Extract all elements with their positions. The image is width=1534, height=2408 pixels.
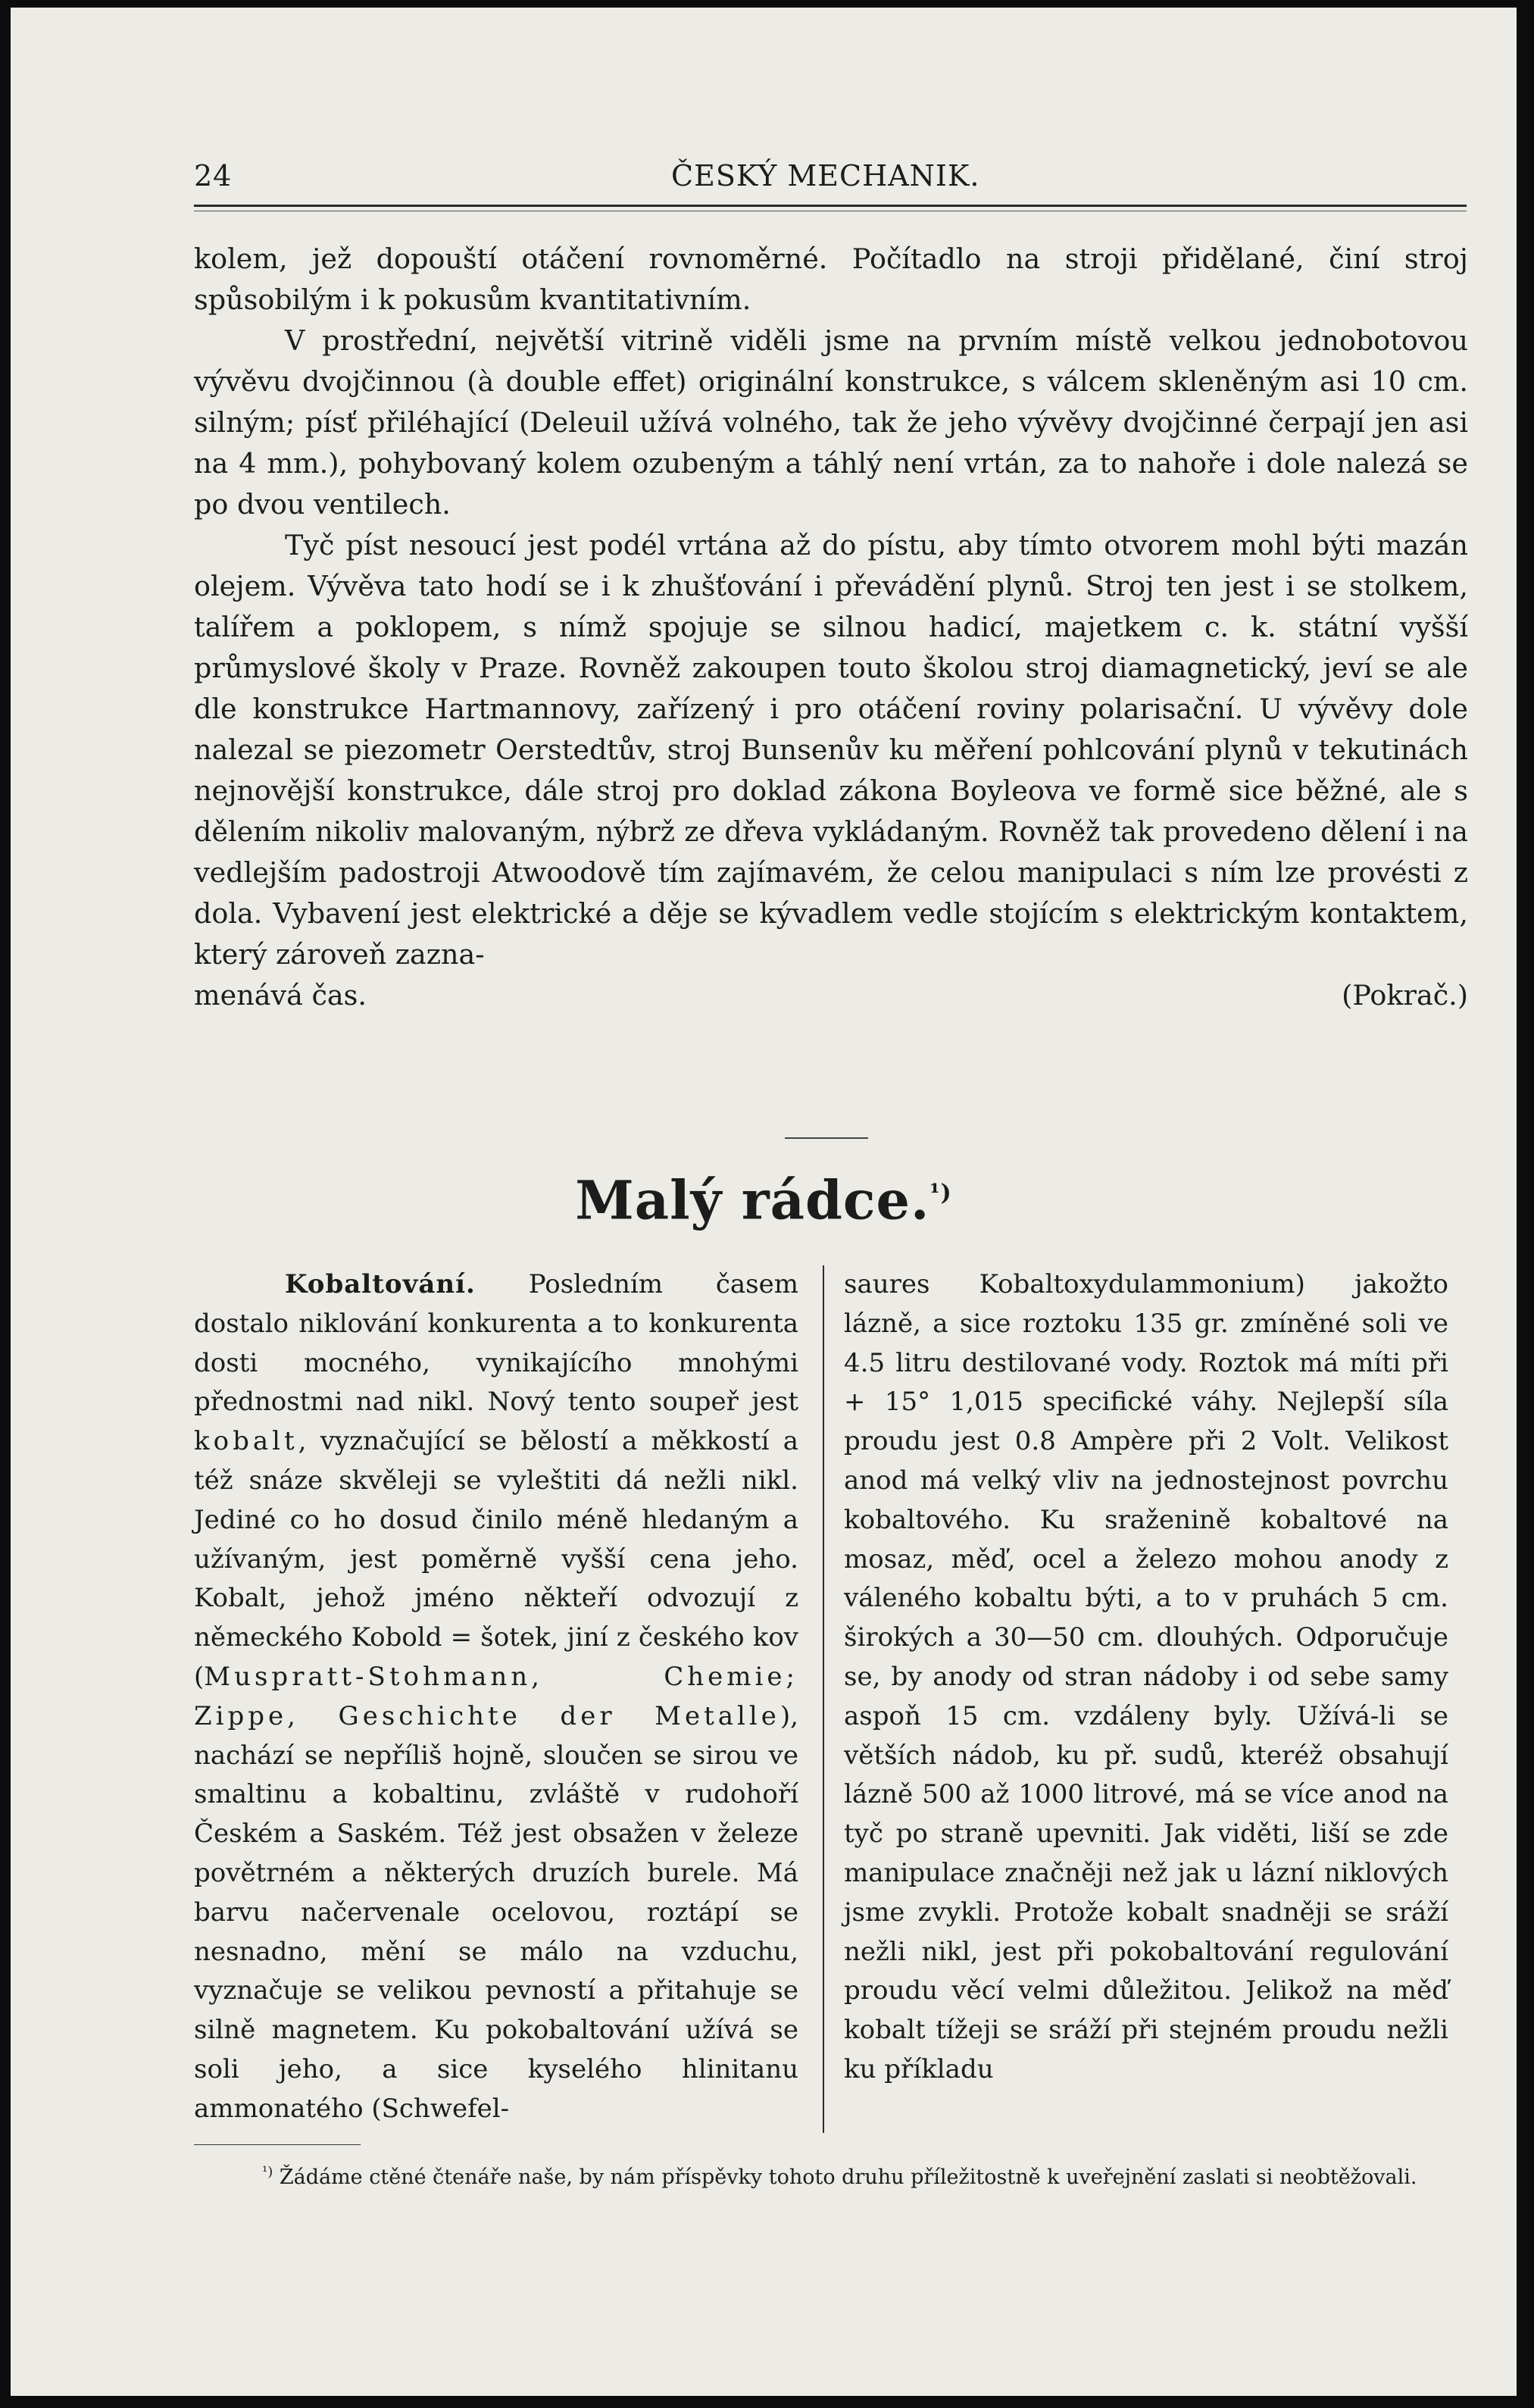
left-column <box>194 1265 798 2129</box>
text-segment: Posledním časem dostalo niklování konkurenta a to konkurenta dosti mocného, vynikajícího mnohými přednostmi nad nikl. Nový tento soupeř jest <box>194 1269 798 1418</box>
reference-citation: Muspratt-Stohmann, Chemie; Zippe, Geschichte der Metalle <box>194 1661 798 1731</box>
text-segment: ), nachází se nepříliš hojně, sloučen se sirou ve smaltinu a kobaltinu, zvláště v rudohoří Českém a Saském. Též jest obsažen v železe povětrném a některých druzích burele. Má barvu načervenale ocelovou, roztápí se nesnadno, mění se málo na vzduchu, vyznačuje se velikou pevností a přitahuje se silně magnetem. Ku pokobaltování užívá se soli jeho, a sice kyselého hlinitanu ammonatého (Schwefel- <box>194 1700 798 2124</box>
footnote-ref: ¹) <box>929 1180 952 1206</box>
footnote <box>194 2158 1467 2192</box>
article-last-line: menává čas. <box>194 979 367 1012</box>
text-segment: , vyznačující se bělostí a měkkostí a též snáze skvěleji se vyleštiti dá nežli nikl. Jediné co ho dosud činilo méně hledaným a užívaným, jest poměrně vyšší cena jeho. Kobalt, jehož jméno někteří odvozují z německého Kobold = šotek, jiní z českého kov ( <box>194 1426 798 1692</box>
running-title: ČESKÝ MECHANIK. <box>671 159 980 192</box>
article-paragraph: Tyč píst nesoucí jest podél vrtána až do pístu, aby tímto otvorem mohl býti mazán olejem. Vývěva tato hodí se i k zhušťování i převádění plynů. Stroj ten jest i se stolkem, talířem a poklopem, s nímž spojuje se silnou hadicí, majetkem c. k. státní vyšší průmyslové školy v Praze. Rovněž zakoupen touto školou stroj diamagnetický, jeví se ale dle konstrukce Hartmannovy, zařízený i pro otáčení roviny polarisační. U vývěvy dole nalezal se piezometr Oerstedtův, stroj Bunsenův ku měření pohlcování plynů v tekutinách nejnovější konstrukce, dále stroj pro doklad zákona Boyleova ve formě sice běžné, ale s dělením nikoliv malovaným, nýbrž ze dřeva vykládaným. Rovněž tak provedeno dělení i na vedlejším padostroji Atwoodově tím zajímavém, že celou manipulaci s ním lze provésti z dola. Vybavení jest elektrické a děje se kývadlem vedle stojícím s elektrickým kontaktem, který zároveň zazna- <box>194 529 1468 971</box>
section-title <box>11 1159 1517 1234</box>
right-column-paragraph: saures Kobaltoxydulammonium) jakožto lázně, a sice roztoku 135 gr. zmíněné soli ve 4.5 litru destilované vody. Roztok má míti při + 15° 1,015 specifické váhy. Nejlepší síla proudu jest 0.8 Ampère při 2 Volt. Velikost anod má velký vliv na jednostejnost povrchu kobaltového. Ku sraženině kobaltové na mosaz, měď, ocel a železo mohou anody z váleného kobaltu býti, a to v pruhách 5 cm. širokých a 30—50 cm. dlouhých. Odporučuje se, by anody od stran nádoby i od sebe samy aspoň 15 cm. vzdáleny byly. Užívá-li se větších nádob, ku př. sudů, kteréž obsahují lázně 500 až 1000 litrové, má se více anod na tyč po straně upevniti. Jak viděti, liší se zde manipulace značněji než jak u lázní niklových jsme zvykli. Protože kobalt snadněji se sráží nežli nikl, jest při pokobaltování regulování proudu věcí velmi důležitou. Jelikož na měď kobalt tížeji se sráží při stejném proudu nežli ku příkladu <box>844 1269 1448 2084</box>
section-title-text: Malý rádce. <box>575 1168 930 1232</box>
footnote-text: Žádáme ctěné čtenáře naše, by nám příspěvky tohoto druhu příležitostně k uveřejnění zaslati si neobtěžovali. <box>279 2166 1417 2189</box>
right-column <box>844 1265 1448 2090</box>
page-number: 24 <box>194 159 233 192</box>
run-in-heading: Kobaltování. <box>285 1269 476 1299</box>
continued-note: (Pokrač.) <box>1342 979 1468 1012</box>
article-paragraph: kolem, jež dopouští otáčení rovnoměrné. Počítadlo na stroji přidělané, činí stroj spůsobilým i k pokusům kvantitativním. <box>194 242 1468 316</box>
footnote-rule <box>194 2144 361 2145</box>
column-divider <box>823 1265 824 2133</box>
header-rule-thick <box>194 205 1467 207</box>
article-ending <box>194 975 1468 1016</box>
emphasized-word: kobalt <box>194 1426 298 1457</box>
section-separator <box>785 1137 868 1139</box>
article-paragraph: V prostřední, největší vitrině viděli jsme na prvním místě velkou jednobotovou vývěvu dvojčinnou (à double effet) originální konstrukce, s válcem skleněným asi 10 cm. silným; písť přiléhající (Deleuil užívá volného, tak že jeho vývěvy dvojčinné čerpají jen asi na 4 mm.), pohybovaný kolem ozubeným a táhlý není vrtán, za to nahoře i dole nalezá se po dvou ventilech. <box>194 324 1468 521</box>
article-body <box>194 239 1468 1016</box>
page <box>11 8 1517 2396</box>
left-column-paragraph <box>194 1265 798 2129</box>
footnote-mark: ¹) <box>262 2164 273 2180</box>
